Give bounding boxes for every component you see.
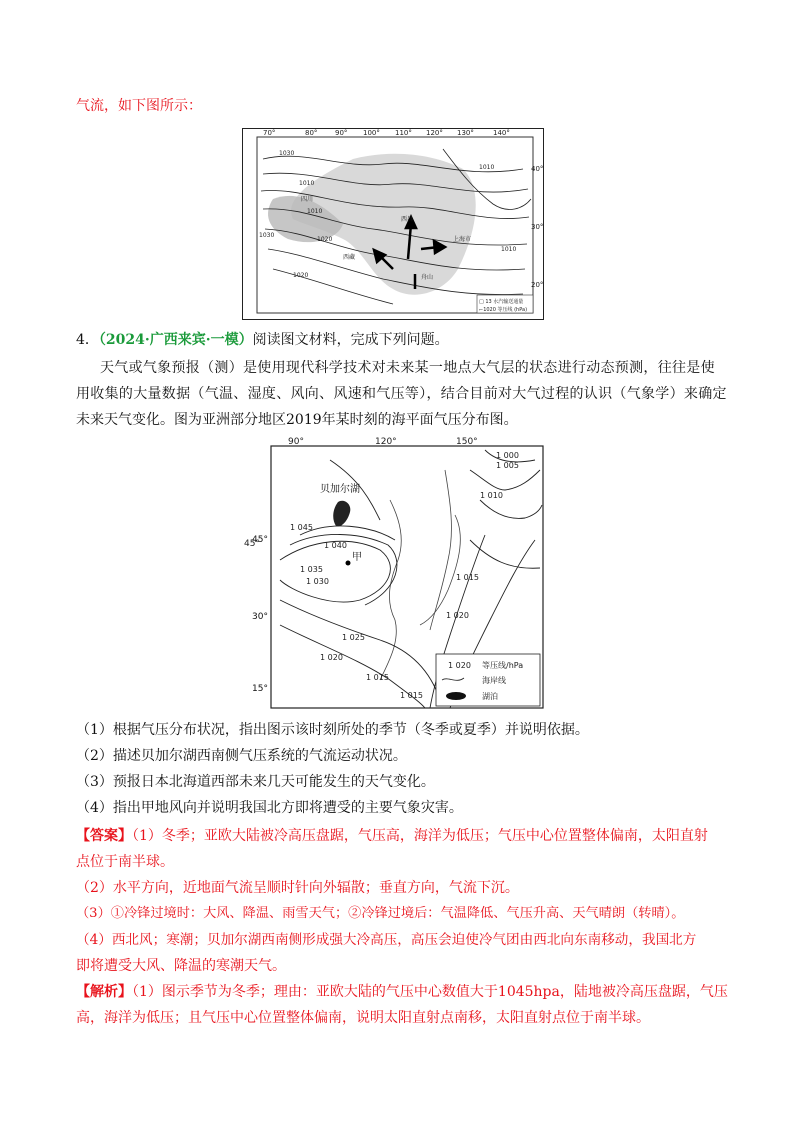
answer-line: （3）①冷锋过境时：大风、降温、雨雪天气；②冷锋过境后：气温降低、气压升高、天气晴朗（转晴）。: [76, 906, 685, 921]
analysis-tag: 【解析】: [76, 984, 132, 1000]
map1-place-label: 舟山: [421, 274, 434, 281]
map2-isobar-label: 1 025: [342, 633, 365, 642]
map2-lat-label: 30°: [252, 612, 268, 622]
map1-legend-item: ⌐1020 等压线 (hPa): [479, 307, 528, 313]
analysis-line-1: [76, 982, 736, 1002]
map2-isobar-label: 1 015: [456, 573, 479, 582]
sub-question: （3）预报日本北海道西部未来几天可能发生的天气变化。: [76, 774, 435, 790]
map2-lon-label: 150°: [456, 437, 478, 447]
map1-lon-label: 90°: [335, 129, 348, 137]
answer-line: （4）西北风；寒潮；贝加尔湖西南侧形成强大冷高压，高压会迫使冷气团由西北向东南移动，我国北方: [76, 932, 697, 948]
map1-lon-label: 120°: [426, 129, 443, 137]
question-source: （2024·广西来宾·一模）: [98, 332, 253, 348]
map2-lat-label: 45°: [244, 539, 260, 549]
map1-lat-label: 40°: [531, 165, 544, 173]
analysis-text: （1）图示季节为冬季；理由：亚欧大陆的气压中心数值大于1045hpa，陆地被冷高压盘踞，气压: [132, 984, 728, 1000]
map2-isobar-label: 1 015: [400, 691, 423, 700]
material-line: 用收集的大量数据（气温、湿度、风向、风速和气压等），结合目前对大气过程的认识（气象学）来确定: [76, 386, 727, 402]
map1-lon-label: 130°: [457, 129, 474, 137]
answer-tag: 【答案】: [76, 828, 132, 844]
map1-isobar-label: 1010: [299, 180, 315, 187]
question-header: [76, 330, 736, 350]
answer-text: （1）冬季；亚欧大陆被冷高压盘踞，气压高，海洋为低压；气压中心位置整体偏南，太阳直射: [132, 828, 708, 844]
lake-label: 贝加尔湖: [320, 484, 360, 495]
map1-lon-label: 80°: [305, 129, 318, 137]
material-line: 未来天气变化。图为亚洲部分地区2019年某时刻的海平面气压分布图。: [76, 412, 518, 428]
map2-lon-label: 90°: [288, 437, 304, 447]
map1-isobar-label: 1030: [279, 150, 295, 157]
map1-lat-label: 20°: [531, 281, 544, 289]
map1-isobar-label: 1020: [293, 272, 309, 279]
map1-isobar-label: 1030: [259, 232, 275, 239]
map1-lon-label: 100°: [363, 129, 380, 137]
map2-isobar-label: 1 045: [290, 523, 313, 532]
map1-place-label: 上海市: [453, 236, 472, 243]
map2-isobar-label: 1 030: [306, 577, 329, 586]
map1-isobar-label: 1010: [501, 246, 517, 253]
map2-lat-label: 45°: [252, 535, 268, 545]
map1-isobar-label: 1010: [479, 164, 495, 171]
map2-isobar-label: 1 005: [496, 461, 519, 470]
map1-lon-label: 70°: [263, 129, 276, 137]
map2-isobar-label: 1 000: [496, 451, 519, 460]
map2-isobar-label: 1 010: [480, 491, 503, 500]
sub-question: （2）描述贝加尔湖西南侧气压系统的气流运动状况。: [76, 748, 407, 764]
answer-line-1: [76, 826, 736, 846]
map2-isobar-label: 1 020: [446, 611, 469, 620]
map1-legend-item: □ 13 水汽输送通量: [479, 299, 524, 305]
map1-isobar-label: 1010: [307, 208, 323, 215]
map2-legend-symbol: 1 020: [448, 661, 471, 670]
map2-isobar-label: 1 020: [320, 653, 343, 662]
map1-place-label: 西昌: [401, 216, 414, 223]
answer-line: （2）水平方向，近地面气流呈顺时针向外辐散；垂直方向，气流下沉。: [76, 880, 519, 896]
map1-lon-label: 140°: [493, 129, 510, 137]
point-jia-label: 甲: [352, 552, 362, 563]
map1-lat-label: 30°: [531, 223, 544, 231]
weather-map-1: [242, 128, 544, 320]
material-line: 天气或气象预报（测）是使用现代科学技术对未来某一地点大气层的状态进行动态预测，往往是使: [100, 360, 715, 376]
answer-line: 即将遭受大风、降温的寒潮天气。: [76, 958, 286, 974]
map2-isobar-label: 1 040: [324, 541, 347, 550]
sub-question: （1）根据气压分布状况，指出图示该时刻所处的季节（冬季或夏季）并说明依据。: [76, 722, 589, 738]
map2-legend-label: 海岸线: [482, 676, 506, 685]
map1-isobar-label: 1020: [317, 236, 333, 243]
map2-isobar-label: 1 015: [366, 673, 389, 682]
answer-line: 点位于南半球。: [76, 854, 174, 870]
map2-legend-label: 等压线/hPa: [482, 661, 524, 670]
question-prompt: 阅读图文材料，完成下列问题。: [252, 332, 449, 348]
map1-place-label: 四川: [301, 196, 314, 203]
map2-lat-label: 15°: [252, 684, 268, 694]
intro-text: 气流，如下图所示：: [76, 98, 202, 114]
map2-legend-label: 湖泊: [482, 692, 498, 701]
sub-question: （4）指出甲地风向并说明我国北方即将遭受的主要气象灾害。: [76, 800, 463, 816]
map2-isobar-label: 1 035: [300, 565, 323, 574]
question-number: 4．: [76, 332, 99, 348]
analysis-line: 高，海洋为低压；且气压中心位置整体偏南，说明太阳直射点南移，太阳直射点位于南半球。: [76, 1010, 650, 1026]
map1-lon-label: 110°: [395, 129, 412, 137]
map1-place-label: 西藏: [343, 254, 356, 261]
pressure-map-2: [244, 437, 545, 710]
map2-lon-label: 120°: [375, 437, 397, 447]
